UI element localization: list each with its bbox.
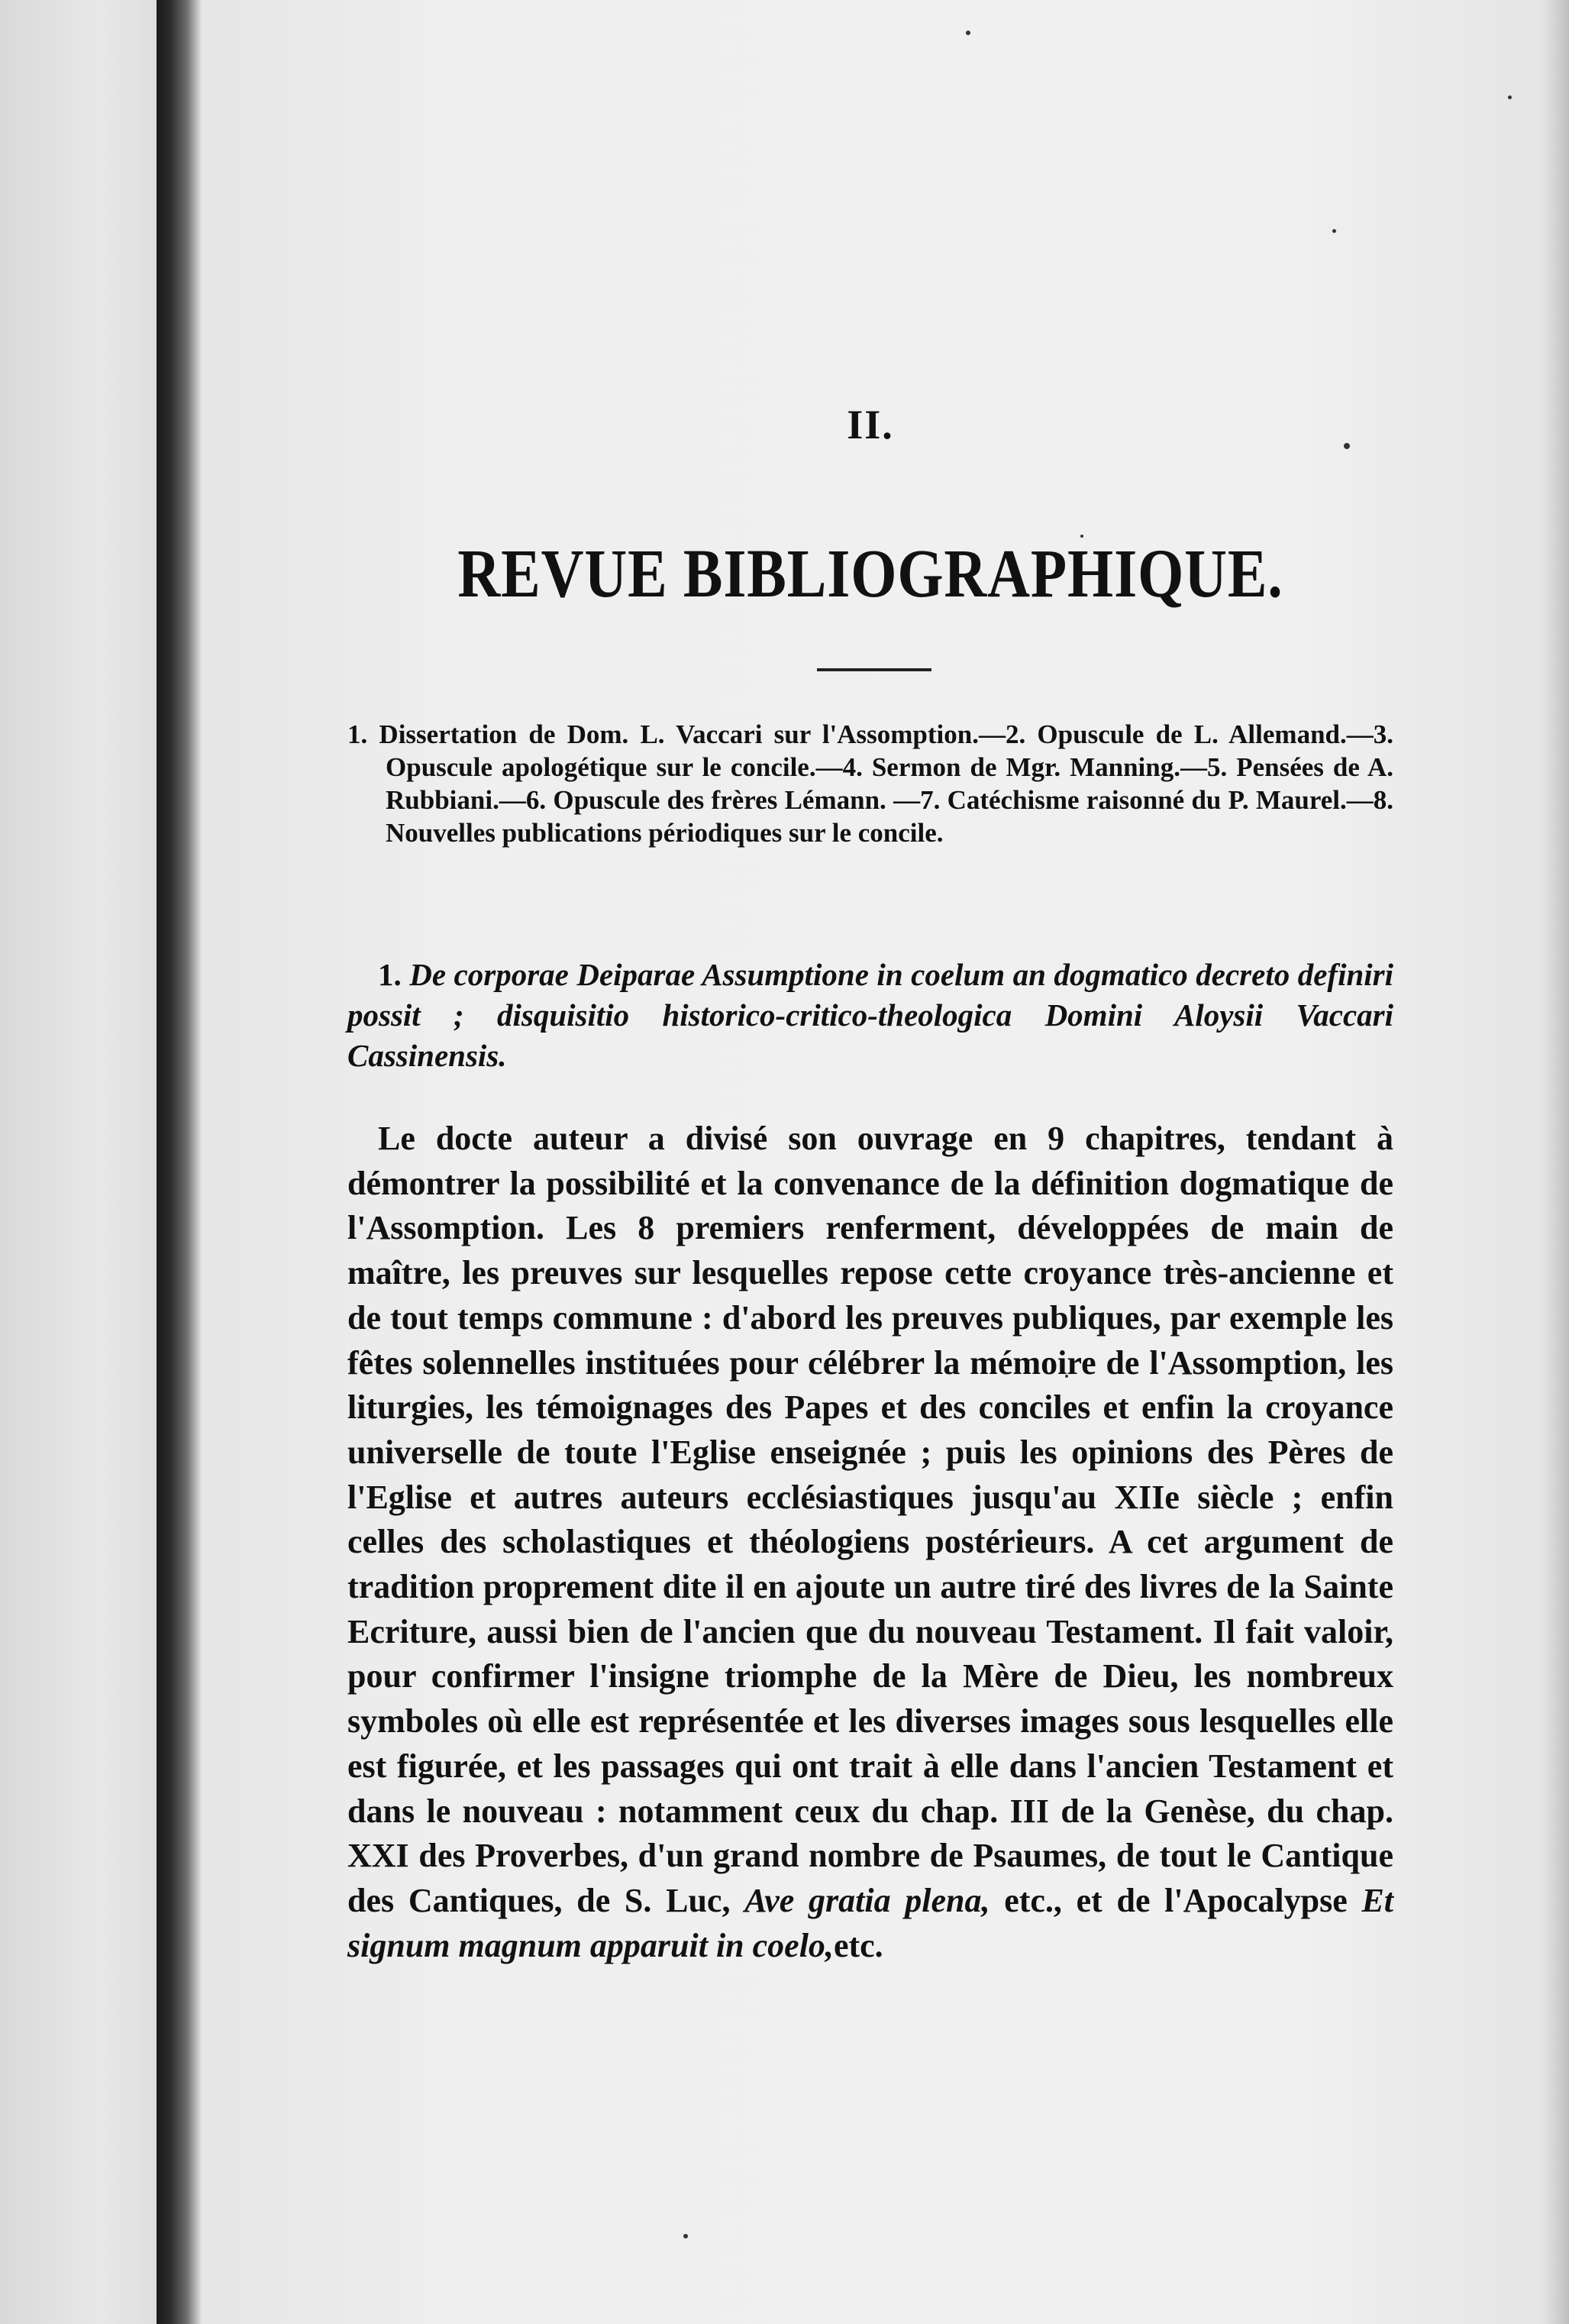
section-title: REVUE BIBLIOGRAPHIQUE. xyxy=(457,536,1283,612)
paragraph-text-3: etc. xyxy=(833,1926,883,1964)
item-title: De corporae Deiparae Assumptione in coelum an dogmatico decreto definiri possit ; disquisitio historico-critico-theologica Domini Aloysii Vaccari Cassinensis. xyxy=(347,957,1393,1073)
book-gutter xyxy=(157,0,202,2324)
review-paragraph xyxy=(347,1117,1393,1968)
section-number: II. xyxy=(847,402,894,448)
section-summary xyxy=(347,718,1393,849)
quote-ave-gratia: Ave gratia plena, xyxy=(744,1881,990,1919)
page-right-edge xyxy=(1542,0,1569,2324)
paragraph-text-2: etc., et de l'Apocalypse xyxy=(1004,1881,1348,1919)
summary-text: 1. Dissertation de Dom. L. Vaccari sur l'Assomption.—2. Opuscule de L. Allemand.—3. Opuscule apologétique sur le concile.—4. Sermon de Mgr. Manning.—5. Pensées de A. Rubbiani.—6. Opuscule des frères Lémann. —7. Catéchisme raisonné du P. Maurel.—8. Nouvelles publications périodiques sur le concile. xyxy=(347,719,1393,848)
quote-et-signum: Et signum magnum apparuit in coelo, xyxy=(347,1881,1394,1964)
title-divider xyxy=(817,668,931,671)
item-number: 1. xyxy=(378,957,402,992)
reviewed-work-title xyxy=(347,955,1393,1076)
paragraph-text: Le docte auteur a divisé son ouvrage en 9 chapitres, tendant à démontrer la possibilité et la convenance de la définition dogmatique de l'Assomption. Les 8 premiers renferment, développées de main de maître, les preuves sur lesquelles repose cette croyance très-ancienne et de tout temps commune : d'abord les preuves publiques, par exemple les fêtes solennelles instituées pour célébrer la mémoire de l'Assomption, les liturgies, les témoignages des Papes et des conciles et enfin la croyance universelle de toute l'Eglise enseignée ; puis les opinions des Pères de l'Eglise et autres auteurs ecclésiastiques jusqu'au XIIe siècle ; enfin celles des scholastiques et théologiens postérieurs. A cet argument de tradition proprement dite il en ajoute un autre tiré des livres de la Sainte Ecriture, aussi bien de l'ancien que du nouveau Testament. Il fait valoir, pour confirmer l'insigne triomphe de la Mère de Dieu, les nombreux symboles où elle est représentée et les diverses images sous lesquelles elle est figurée, et les passages qui ont trait à elle dans l'ancien Testament et dans le nouveau : notamment ceux du chap. III de la Genèse, du chap. XXI des Proverbes, d'un grand nombre de Psaumes, de tout le Cantique des Cantiques, de S. Luc, xyxy=(347,1120,1393,1919)
adjacent-page-strip xyxy=(0,0,168,2324)
